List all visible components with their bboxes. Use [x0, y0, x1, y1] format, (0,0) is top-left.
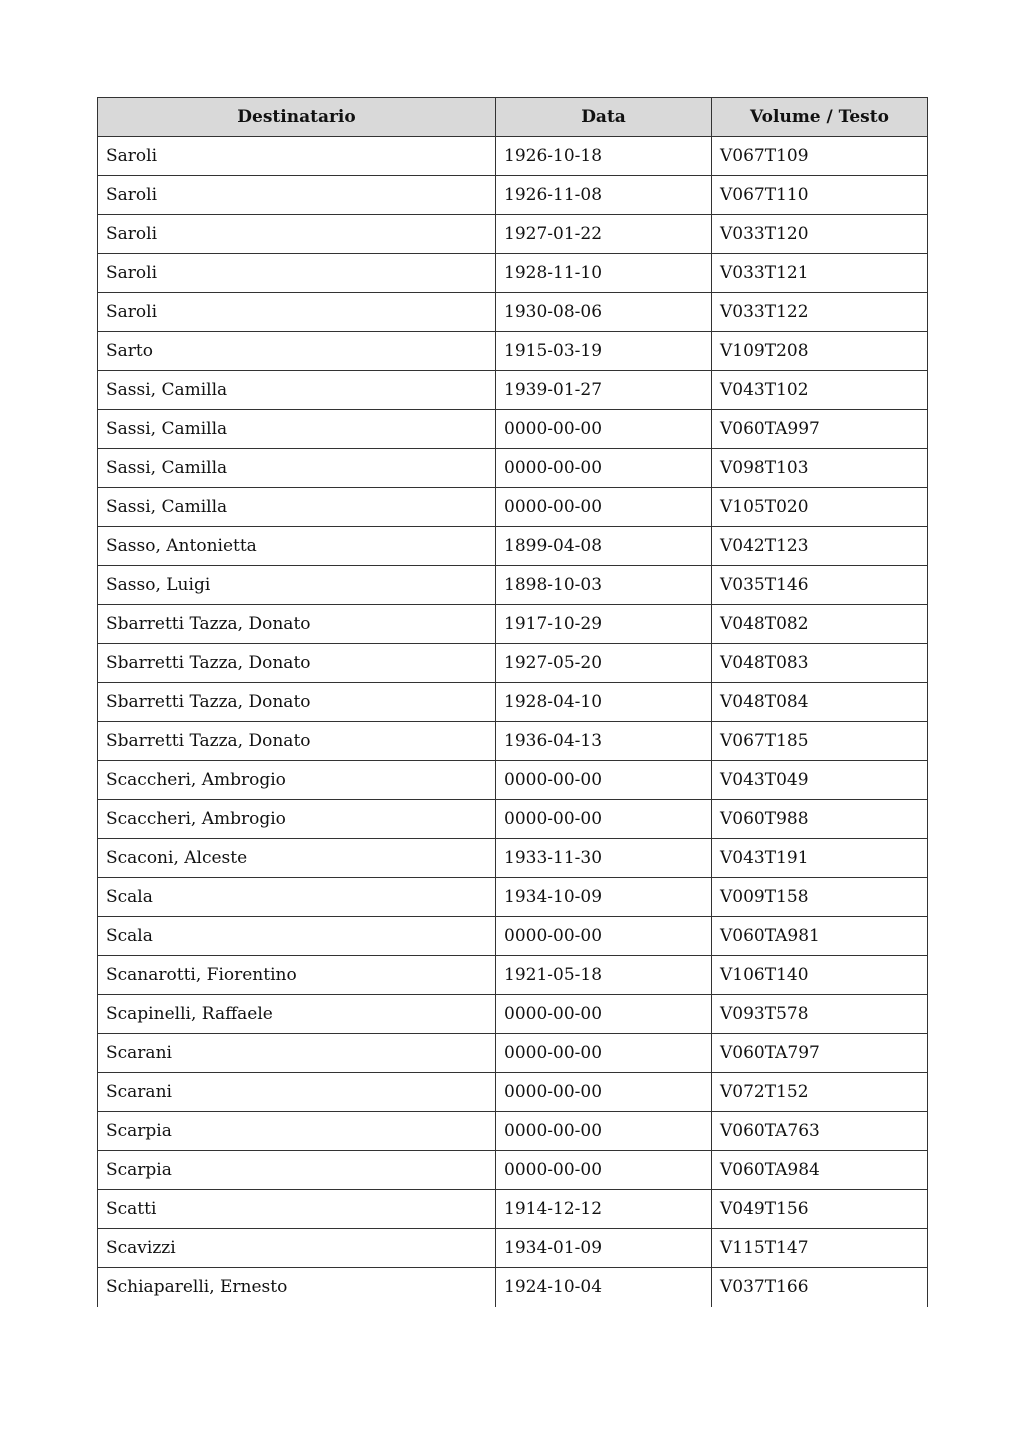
volume-text-cell: V072T152 — [712, 1073, 928, 1112]
table-row — [98, 1034, 928, 1073]
date-cell: 1934-01-09 — [496, 1229, 712, 1268]
date-cell: 1926-11-08 — [496, 176, 712, 215]
header-volume-testo: Volume / Testo — [712, 98, 928, 137]
date-cell: 0000-00-00 — [496, 488, 712, 527]
recipient-cell: Scarpia — [98, 1112, 496, 1151]
table-row — [98, 605, 928, 644]
date-cell: 0000-00-00 — [496, 1073, 712, 1112]
date-cell: 0000-00-00 — [496, 449, 712, 488]
volume-text-cell: V105T020 — [712, 488, 928, 527]
header-row — [98, 98, 928, 137]
table-row — [98, 410, 928, 449]
date-cell: 1921-05-18 — [496, 956, 712, 995]
recipient-cell: Schiaparelli, Ernesto — [98, 1268, 496, 1307]
table-row — [98, 722, 928, 761]
table-body — [98, 137, 928, 1307]
recipient-cell: Sasso, Luigi — [98, 566, 496, 605]
date-cell: 0000-00-00 — [496, 800, 712, 839]
date-cell: 1936-04-13 — [496, 722, 712, 761]
table-row — [98, 137, 928, 176]
recipient-cell: Sasso, Antonietta — [98, 527, 496, 566]
date-cell: 1917-10-29 — [496, 605, 712, 644]
table-row — [98, 1190, 928, 1229]
volume-text-cell: V060TA763 — [712, 1112, 928, 1151]
table-row — [98, 644, 928, 683]
recipient-cell: Scanarotti, Fiorentino — [98, 956, 496, 995]
volume-text-cell: V098T103 — [712, 449, 928, 488]
date-cell: 1926-10-18 — [496, 137, 712, 176]
date-cell: 1934-10-09 — [496, 878, 712, 917]
volume-text-cell: V033T120 — [712, 215, 928, 254]
recipient-cell: Sarto — [98, 332, 496, 371]
volume-text-cell: V060TA981 — [712, 917, 928, 956]
table-row — [98, 527, 928, 566]
recipient-cell: Sbarretti Tazza, Donato — [98, 722, 496, 761]
recipient-cell: Scaccheri, Ambrogio — [98, 800, 496, 839]
recipient-cell: Saroli — [98, 137, 496, 176]
table-row — [98, 878, 928, 917]
date-cell: 1898-10-03 — [496, 566, 712, 605]
volume-text-cell: V033T122 — [712, 293, 928, 332]
recipient-cell: Scala — [98, 917, 496, 956]
recipient-cell: Scapinelli, Raffaele — [98, 995, 496, 1034]
volume-text-cell: V109T208 — [712, 332, 928, 371]
volume-text-cell: V067T109 — [712, 137, 928, 176]
table-row — [98, 800, 928, 839]
recipient-cell: Scarpia — [98, 1151, 496, 1190]
table-row — [98, 332, 928, 371]
header-data: Data — [496, 98, 712, 137]
volume-text-cell: V048T082 — [712, 605, 928, 644]
volume-text-cell: V035T146 — [712, 566, 928, 605]
table-row — [98, 995, 928, 1034]
volume-text-cell: V048T083 — [712, 644, 928, 683]
date-cell: 0000-00-00 — [496, 761, 712, 800]
table-row — [98, 215, 928, 254]
volume-text-cell: V106T140 — [712, 956, 928, 995]
date-cell: 0000-00-00 — [496, 1034, 712, 1073]
volume-text-cell: V043T102 — [712, 371, 928, 410]
table-row — [98, 956, 928, 995]
recipient-cell: Sassi, Camilla — [98, 371, 496, 410]
recipient-cell: Scavizzi — [98, 1229, 496, 1268]
volume-text-cell: V043T049 — [712, 761, 928, 800]
recipient-cell: Sassi, Camilla — [98, 488, 496, 527]
table-row — [98, 839, 928, 878]
recipient-cell: Sbarretti Tazza, Donato — [98, 644, 496, 683]
date-cell: 1939-01-27 — [496, 371, 712, 410]
recipient-cell: Sbarretti Tazza, Donato — [98, 605, 496, 644]
volume-text-cell: V067T185 — [712, 722, 928, 761]
table-row — [98, 917, 928, 956]
recipient-cell: Saroli — [98, 293, 496, 332]
volume-text-cell: V049T156 — [712, 1190, 928, 1229]
volume-text-cell: V009T158 — [712, 878, 928, 917]
table-row — [98, 449, 928, 488]
table-header — [98, 98, 928, 137]
date-cell: 1924-10-04 — [496, 1268, 712, 1307]
table-row — [98, 1229, 928, 1268]
table-row — [98, 371, 928, 410]
header-destinatario: Destinatario — [98, 98, 496, 137]
volume-text-cell: V060TA984 — [712, 1151, 928, 1190]
volume-text-cell: V033T121 — [712, 254, 928, 293]
recipient-cell: Saroli — [98, 215, 496, 254]
table-row — [98, 1073, 928, 1112]
recipient-cell: Scarani — [98, 1073, 496, 1112]
date-cell: 1899-04-08 — [496, 527, 712, 566]
volume-text-cell: V037T166 — [712, 1268, 928, 1307]
volume-text-cell: V060TA797 — [712, 1034, 928, 1073]
table-row — [98, 254, 928, 293]
table-row — [98, 176, 928, 215]
recipient-cell: Scarani — [98, 1034, 496, 1073]
recipient-cell: Sbarretti Tazza, Donato — [98, 683, 496, 722]
table-row — [98, 488, 928, 527]
recipient-cell: Saroli — [98, 254, 496, 293]
table-row — [98, 566, 928, 605]
letters-table — [97, 97, 928, 1307]
date-cell: 1933-11-30 — [496, 839, 712, 878]
date-cell: 1927-01-22 — [496, 215, 712, 254]
recipient-cell: Sassi, Camilla — [98, 410, 496, 449]
date-cell: 0000-00-00 — [496, 995, 712, 1034]
recipient-cell: Scaconi, Alceste — [98, 839, 496, 878]
table-row — [98, 1268, 928, 1307]
date-cell: 1927-05-20 — [496, 644, 712, 683]
date-cell: 1928-11-10 — [496, 254, 712, 293]
recipient-cell: Scatti — [98, 1190, 496, 1229]
volume-text-cell: V043T191 — [712, 839, 928, 878]
date-cell: 1914-12-12 — [496, 1190, 712, 1229]
date-cell: 1915-03-19 — [496, 332, 712, 371]
date-cell: 1930-08-06 — [496, 293, 712, 332]
date-cell: 1928-04-10 — [496, 683, 712, 722]
table-row — [98, 683, 928, 722]
date-cell: 0000-00-00 — [496, 410, 712, 449]
recipient-cell: Scala — [98, 878, 496, 917]
recipient-cell: Sassi, Camilla — [98, 449, 496, 488]
volume-text-cell: V042T123 — [712, 527, 928, 566]
volume-text-cell: V060TA997 — [712, 410, 928, 449]
table-row — [98, 1151, 928, 1190]
table-row — [98, 761, 928, 800]
volume-text-cell: V067T110 — [712, 176, 928, 215]
table-row — [98, 293, 928, 332]
table-row — [98, 1112, 928, 1151]
recipient-cell: Scaccheri, Ambrogio — [98, 761, 496, 800]
date-cell: 0000-00-00 — [496, 1112, 712, 1151]
recipient-cell: Saroli — [98, 176, 496, 215]
volume-text-cell: V048T084 — [712, 683, 928, 722]
date-cell: 0000-00-00 — [496, 1151, 712, 1190]
volume-text-cell: V060T988 — [712, 800, 928, 839]
volume-text-cell: V093T578 — [712, 995, 928, 1034]
volume-text-cell: V115T147 — [712, 1229, 928, 1268]
date-cell: 0000-00-00 — [496, 917, 712, 956]
